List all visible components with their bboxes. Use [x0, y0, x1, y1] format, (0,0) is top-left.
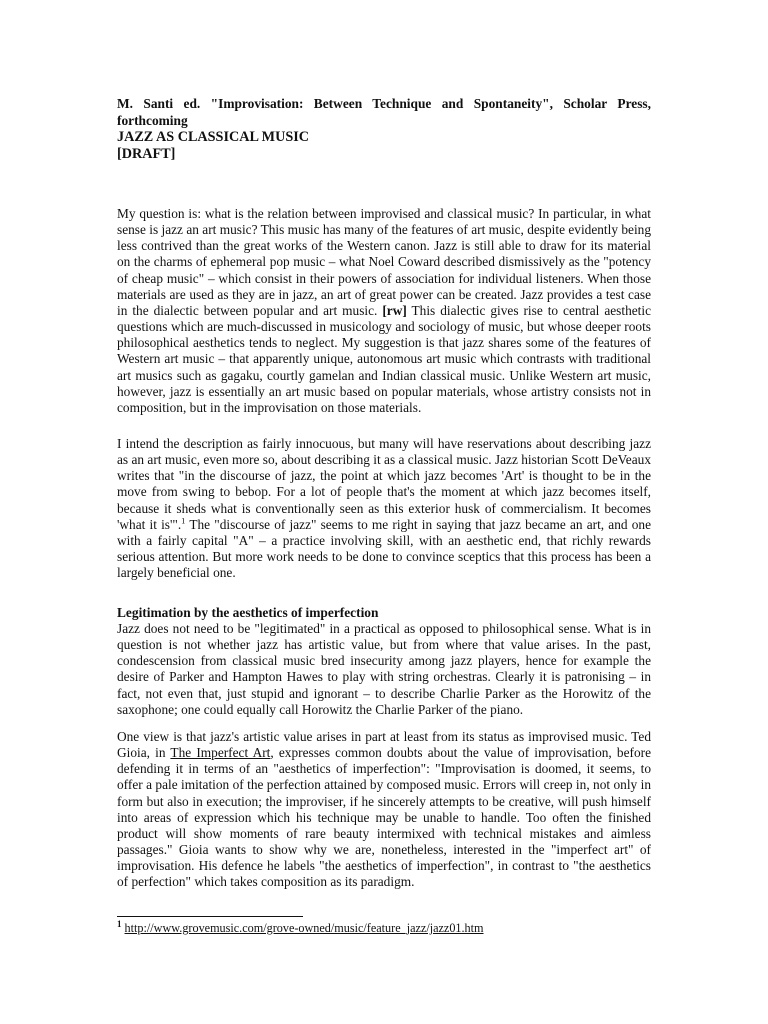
- paragraph-description-text-b: The "discourse of jazz" seems to me right in saying that jazz became an art, and one with a fairly capital "A" – a practice involving skill, with an aesthetic end, that richly rewards serious attention. But more work needs to be done to convince sceptics that this process has been a largely beneficial one.: [117, 516, 651, 581]
- paragraph-legitimation: Jazz does not need to be "legitimated" in a practical as opposed to philosophical sense. What is in question is not whether jazz has artistic value, but from where that value arises. In the past, condescension from classical music bred insecurity among jazz players, hence for example the desire of Parker and Hampton Hawes to play with string orchestras. Clearly it is patronising – in fact, not even that, just stupid and ignorant – to describe Charlie Parker as the Horowitz of the saxophone; one could equally call Horowitz the Charlie Parker of the piano.: [117, 621, 651, 717]
- footnote-marker: 1: [117, 918, 122, 929]
- footnote-separator: [117, 916, 303, 917]
- paragraph-gioia: [117, 729, 651, 891]
- page-title: [117, 129, 651, 163]
- paragraph-intro-text-a: My question is: what is the relation between improvised and classical music? In particular, in what sense is jazz an art music? This music has many of the features of art music, despite evidently being less contrived than the great works of the Western canon. Jazz is still able to draw for its material on the charms of ephemeral pop music – what Noel Coward described dismissively as the "potency of cheap music" – which consist in their powers of association for individual listeners. When those materials are used as they are in jazz, an art of great power can be created. Jazz provides a test case in the dialectic between popular and art music.: [117, 206, 651, 318]
- footnote: [117, 920, 651, 936]
- footnote-link[interactable]: http://www.grovemusic.com/grove-owned/music/feature_jazz/jazz01.htm: [124, 921, 484, 935]
- paragraph-intro-text-b: This dialectic gives rise to central aesthetic questions which are much-discussed in musicology and sociology of music, but whose deeper roots philosophical aesthetics tends to neglect. My suggestion is that jazz shares some of the features of Western art music – that apparently unique, autonomous art music which contrasts with traditional art musics such as gagaku, courtly gamelan and Indian classical music. Unlike Western art music, however, jazz is essentially an art music based on popular materials, whose artistry consists not in composition, but in the improvisation on those materials.: [117, 302, 651, 415]
- paragraph-gioia-text-a: One view is that jazz's artistic value arises in part at least from its status as improvised music. Ted Gioia, in: [117, 729, 651, 761]
- paragraph-description-text-a: I intend the description as fairly innocuous, but many will have reservations about describing jazz as an art music, even more so, about describing it as a classical music. Jazz historian Scott DeVeaux writes that "in the discourse of jazz, the point at which jazz becomes 'Art' is thought to be in the move from swing to bebop. For a lot of people that's the moment at which jazz becomes itself, because it sheds what is conventionally seen as this exterior husk of commercialism. It becomes 'what it is'".: [117, 436, 651, 532]
- section-heading: Legitimation by the aesthetics of imperfection: [117, 605, 379, 620]
- rw-marker: [rw]: [382, 302, 407, 318]
- paragraph-gioia-text-b: , expresses common doubts about the value of improvisation, before defending it in terms of an "aesthetics of imperfection": "Improvisation is doomed, it seems, to offer a pale imitation of the perfection attained by composed music. Errors will creep in, not only in form but also in execution; the improviser, if he sincerely attempts to be creative, will push himself into areas of expression which his technique may be unable to handle. Too often the finished product will show moments of rare beauty intermixed with technical mistakes and aimless passages." Gioia wants to show why we are, nonetheless, interested in the "imperfect art" of improvisation. His defence he labels "the aesthetics of imperfection", in contrast to "the aesthetics of perfection" which takes composition as its paradigm.: [117, 745, 652, 890]
- paragraph-description: [117, 436, 651, 581]
- title-main: JAZZ AS CLASSICAL MUSIC: [117, 129, 309, 145]
- footnote-reference[interactable]: 1: [181, 515, 186, 526]
- title-draft-tag: [DRAFT]: [117, 146, 176, 162]
- paragraph-intro: [117, 206, 651, 416]
- book-title: The Imperfect Art: [170, 745, 271, 761]
- citation-line: M. Santi ed. "Improvisation: Between Technique and Spontaneity", Scholar Press, forthcoming: [117, 96, 651, 128]
